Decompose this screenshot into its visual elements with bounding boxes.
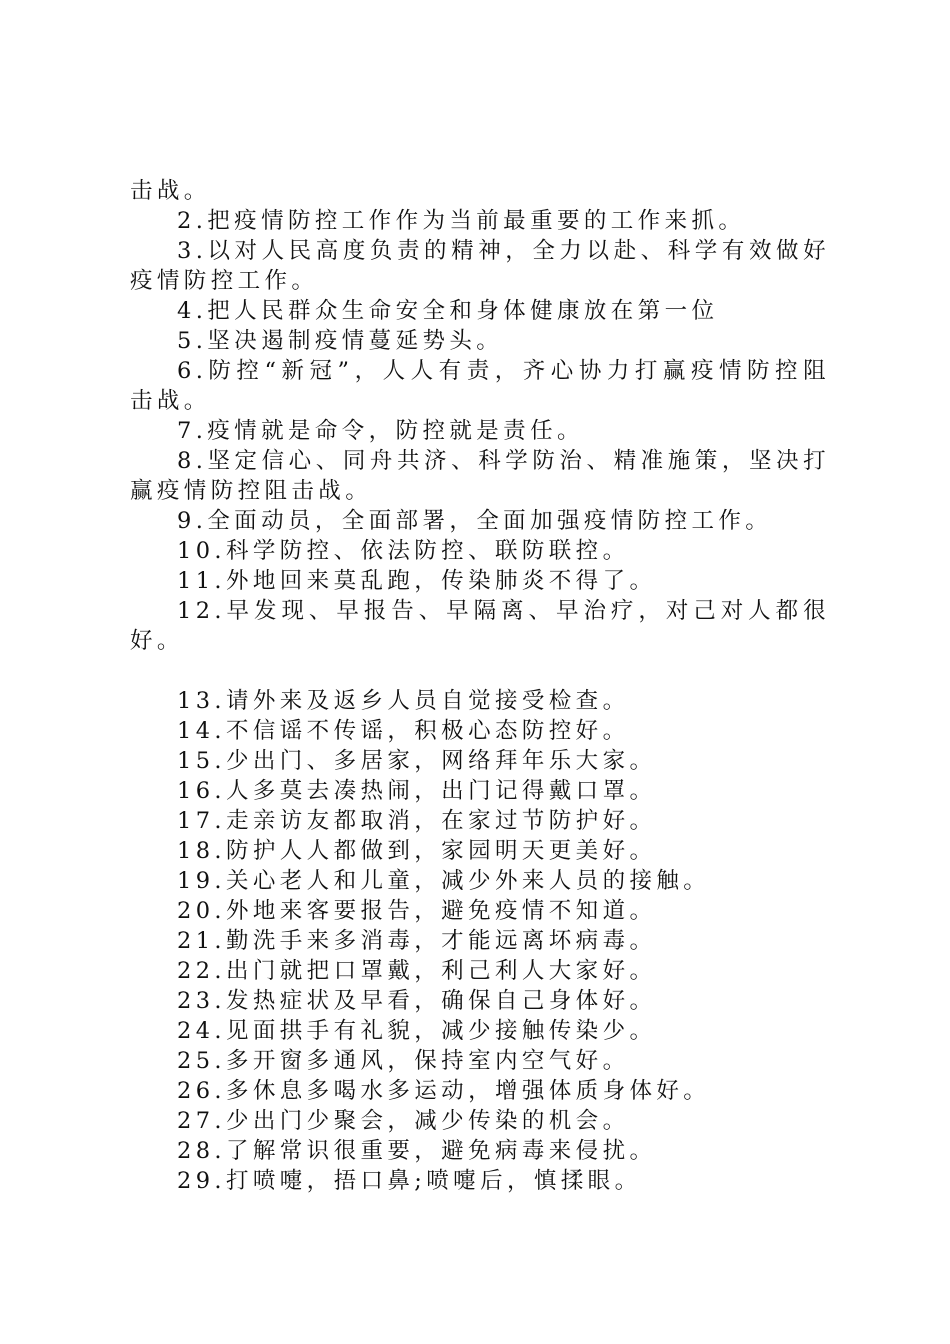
slogan-item-2: 2.把疫情防控工作作为当前最重要的工作来抓。 (177, 208, 746, 234)
slogan-item-23: 23.发热症状及早看，确保自己身体好。 (177, 988, 657, 1014)
slogan-item-15: 15.少出门、多居家，网络拜年乐大家。 (177, 748, 657, 774)
slogan-item-26: 26.多休息多喝水多运动，增强体质身体好。 (177, 1078, 711, 1104)
slogan-item-20: 20.外地来客要报告，避免疫情不知道。 (177, 898, 657, 924)
slogan-item-12: 12.早发现、早报告、早隔离、早治疗，对己对人都很好。 (130, 598, 830, 654)
slogan-item-22: 22.出门就把口罩戴，利己利人大家好。 (177, 958, 657, 984)
paragraph-continuation: 击战。 (130, 178, 211, 204)
slogan-item-17: 17.走亲访友都取消，在家过节防护好。 (177, 808, 657, 834)
slogan-item-10: 10.科学防控、依法防控、联防联控。 (177, 538, 630, 564)
slogan-item-13: 13.请外来及返乡人员自觉接受检查。 (177, 688, 630, 714)
slogan-item-4: 4.把人民群众生命安全和身体健康放在第一位 (177, 298, 719, 324)
slogan-item-19: 19.关心老人和儿童，减少外来人员的接触。 (177, 868, 711, 894)
slogan-item-29: 29.打喷嚏，捂口鼻;喷嚏后，慎揉眼。 (177, 1168, 642, 1194)
slogan-item-27: 27.少出门少聚会，减少传染的机会。 (177, 1108, 630, 1134)
slogan-item-3: 3.以对人民高度负责的精神，全力以赴、科学有效做好疫情防控工作。 (130, 238, 830, 294)
slogan-item-5: 5.坚决遏制疫情蔓延势头。 (177, 328, 504, 354)
slogan-item-16: 16.人多莫去凑热闹，出门记得戴口罩。 (177, 778, 657, 804)
document-body (130, 176, 830, 1196)
slogan-item-28: 28.了解常识很重要，避免病毒来侵扰。 (177, 1138, 657, 1164)
slogan-item-14: 14.不信谣不传谣，积极心态防控好。 (177, 718, 630, 744)
slogan-item-9: 9.全面动员，全面部署，全面加强疫情防控工作。 (177, 508, 773, 534)
slogan-item-24: 24.见面拱手有礼貌，减少接触传染少。 (177, 1018, 657, 1044)
slogan-item-25: 25.多开窗多通风，保持室内空气好。 (177, 1048, 630, 1074)
slogan-item-8: 8.坚定信心、同舟共济、科学防治、精准施策，坚决打赢疫情防控阻击战。 (130, 448, 830, 504)
blank-line (130, 656, 830, 686)
slogan-item-6: 6.防控“新冠”，人人有责，齐心协力打赢疫情防控阻击战。 (130, 358, 830, 414)
slogan-item-7: 7.疫情就是命令，防控就是责任。 (177, 418, 584, 444)
slogan-item-21: 21.勤洗手来多消毒，才能远离坏病毒。 (177, 928, 657, 954)
slogan-item-11: 11.外地回来莫乱跑，传染肺炎不得了。 (177, 568, 657, 594)
slogan-item-18: 18.防护人人都做到，家园明天更美好。 (177, 838, 657, 864)
